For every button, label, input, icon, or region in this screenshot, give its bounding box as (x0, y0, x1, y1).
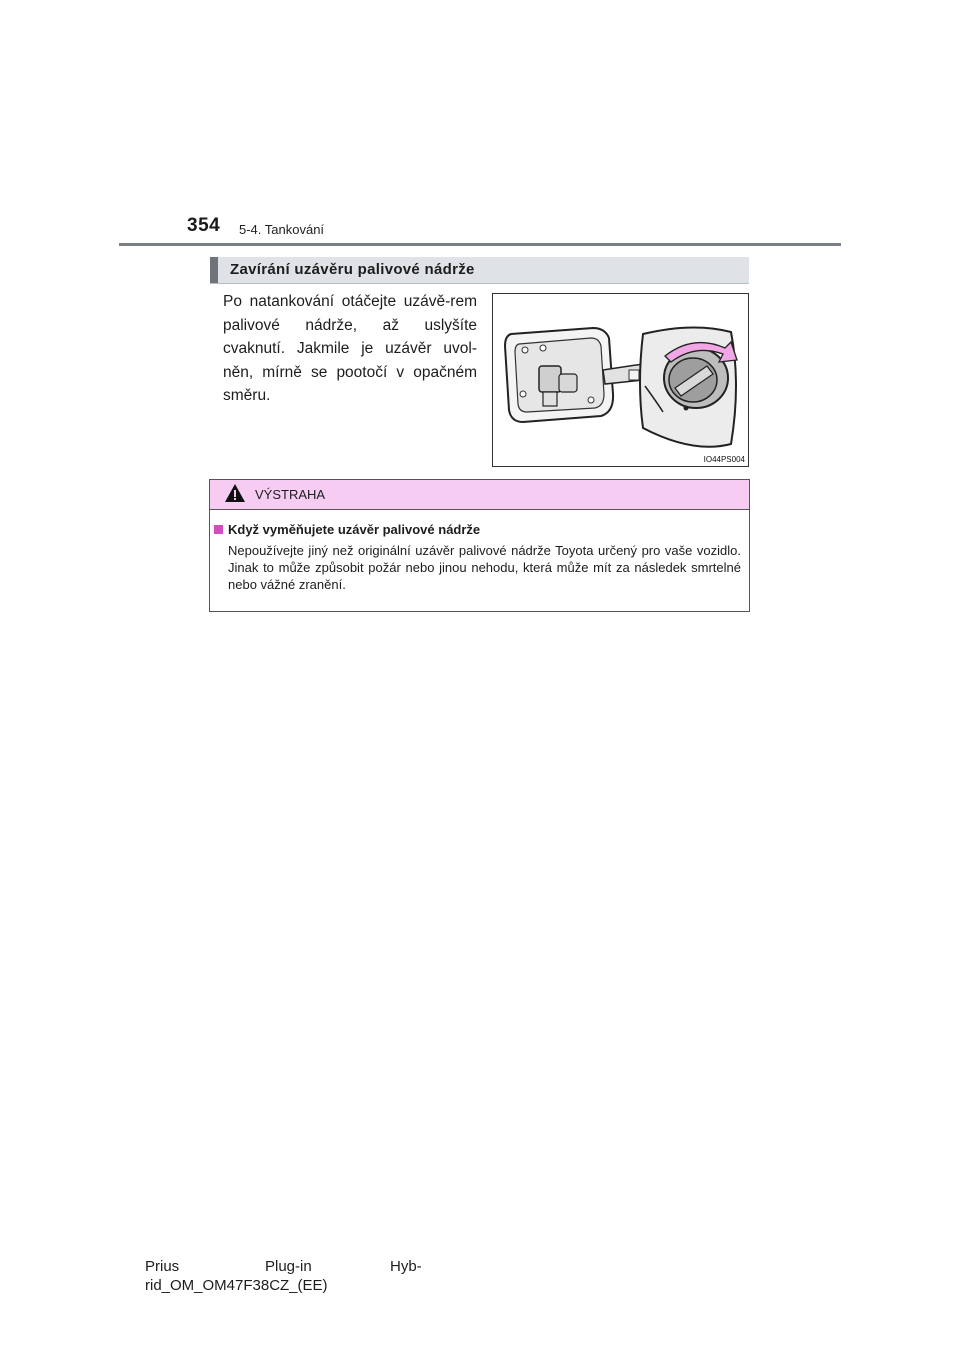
warning-triangle-icon (224, 483, 246, 503)
subheading-bar (210, 257, 749, 283)
subheading-title: Zavírání uzávěru palivové nádrže (230, 261, 475, 278)
footer-variant: Plug-in (265, 1258, 312, 1275)
page-number: 354 (187, 215, 221, 236)
warning-text: Nepoužívejte jiný než originální uzávěr palivové nádrže Toyota určený pro vaše vozidlo. Jinak to může způsobit požár nebo jinou nehodu, která může mít za následek smrtelné nebo vážné zranění. (228, 543, 741, 592)
section-title: 5-4. Tankování (239, 222, 325, 237)
fuel-cap-illustration-icon (493, 294, 748, 466)
warning-label: VÝSTRAHA (255, 487, 326, 502)
warning-subtitle (214, 522, 480, 537)
footer-type: Hyb- (390, 1258, 422, 1275)
figure-code: IO44PS004 (703, 455, 745, 464)
warning-subtitle-text: Když vyměňujete uzávěr palivové nádrže (228, 522, 481, 537)
warning-box (209, 479, 750, 612)
subheading-underline (210, 283, 749, 284)
footer-model: Prius (145, 1258, 180, 1275)
header-rule (119, 243, 841, 246)
body-paragraph: Po natankování otáčejte uzávě-rem palivové nádrže, až uslyšíte cvaknutí. Jakmile je uzávěr uvol-něn, mírně se pootočí v opačném směru. (223, 293, 477, 404)
fuel-cap-figure (492, 293, 749, 467)
warning-header (210, 480, 749, 510)
bullet-square-icon (214, 525, 223, 534)
footer-line-2: rid_OM_OM47F38CZ_(EE) (145, 1277, 328, 1294)
